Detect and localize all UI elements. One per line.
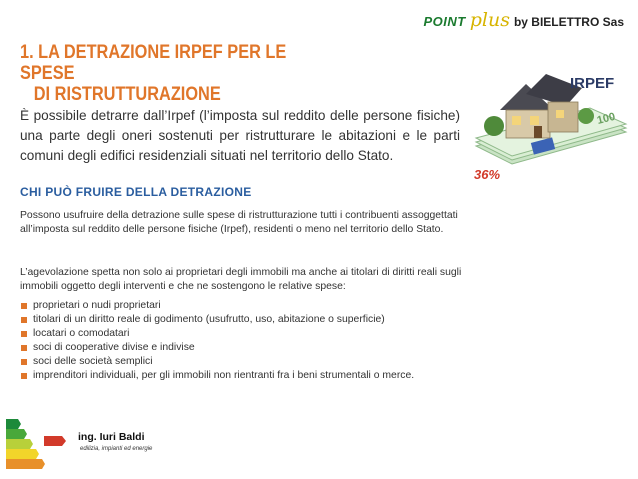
- energy-rating-icon: [4, 416, 68, 472]
- list-item: [20, 355, 490, 369]
- list-item-text: locatari o comodatari: [33, 328, 130, 339]
- bullet-square-icon: [21, 317, 27, 323]
- banknote-value: 100: [595, 110, 617, 127]
- bullet-square-icon: [21, 373, 27, 379]
- bullet-square-icon: [21, 331, 27, 337]
- bullet-square-icon: [21, 345, 27, 351]
- beneficiaries-list: [20, 299, 490, 383]
- list-item-text: titolari di un diritto reale di godimento (usufrutto, uso, abitazione o superficie): [33, 314, 385, 325]
- list-item: [20, 299, 490, 313]
- intro-paragraph: È possibile detrarre dall’Irpef (l’imposta sul reddito delle persone fisiche) una parte degli oneri sostenuti per ristrutturare le abitazioni e le parti comuni degli edifici residenziali situati nel territorio dello Stato.: [20, 108, 460, 163]
- list-item-text: imprenditori individuali, per gli immobili non rientranti fra i beni strumentali o merce.: [33, 370, 415, 381]
- irpef-label: IRPEF: [570, 75, 615, 92]
- list-item-text: soci delle società semplici: [33, 356, 153, 367]
- section-paragraph-2: L’agevolazione spetta non solo ai proprietari degli immobili ma anche ai titolari di diritti reali sugli immobili oggetto degli interventi e che ne sostengono le relative spese:: [20, 267, 462, 292]
- brand-logo: [424, 9, 625, 31]
- list-item: [20, 369, 490, 383]
- list-item: [20, 341, 490, 355]
- brand-plus: plus: [469, 9, 510, 31]
- author-name: ing. Iuri Baldi: [78, 431, 145, 443]
- page-title-line1: 1. LA DETRAZIONE IRPEF PER LE SPESE: [20, 42, 287, 84]
- list-item: [20, 313, 490, 327]
- section-paragraph-1: Possono usufruire della detrazione sulle spese di ristrutturazione tutti i contribuenti assoggettati all’imposta sul reddito delle persone fisiche (Irpef), residenti o meno nel territorio dello Stato.: [20, 210, 458, 235]
- list-item-text: proprietari o nudi proprietari: [33, 300, 161, 311]
- section-heading: CHI PUÒ FRUIRE DELLA DETRAZIONE: [20, 185, 252, 199]
- list-item-text: soci di cooperative divise e indivise: [33, 342, 195, 353]
- page-title-line2: DI RISTRUTTURAZIONE: [33, 84, 221, 105]
- brand-point: POINT: [423, 14, 466, 29]
- page-title: [20, 42, 330, 105]
- brand-company: by BIELETTRO Sas: [513, 15, 624, 29]
- list-item: [20, 327, 490, 341]
- author-role: edilizia, impianti ed energie: [80, 446, 153, 452]
- irpef-house-illustration: [470, 54, 630, 184]
- author-block: [78, 431, 152, 452]
- percent-label: 36%: [474, 167, 501, 182]
- bullet-square-icon: [21, 303, 27, 309]
- bullet-square-icon: [21, 359, 27, 365]
